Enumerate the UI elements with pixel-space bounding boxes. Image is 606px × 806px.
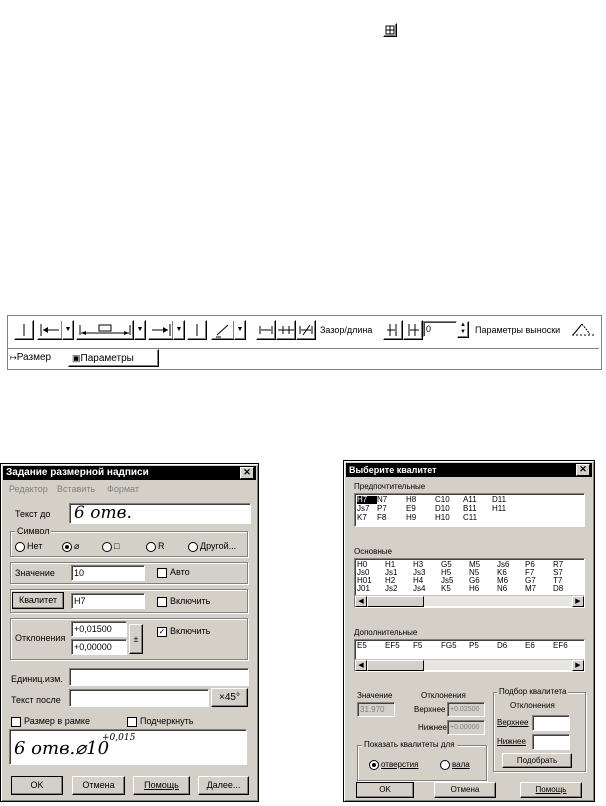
- main-r3-c7[interactable]: D8: [553, 584, 564, 593]
- radio-square[interactable]: [102, 542, 112, 552]
- pref-r0-c0[interactable]: H7: [357, 496, 377, 504]
- pref-r1-c4[interactable]: B11: [463, 504, 477, 513]
- pref-r2-c2[interactable]: H9: [406, 513, 417, 522]
- ext-params-icon[interactable]: [570, 320, 596, 338]
- preview-sup-text: +0,015: [102, 733, 136, 743]
- lower-label: Нижнее: [418, 723, 447, 732]
- help-button[interactable]: Помощь: [133, 776, 190, 795]
- underline-label: Подчеркнуть: [140, 716, 194, 726]
- toolbar-tabs: [8, 348, 599, 368]
- extra-c5[interactable]: D6: [497, 641, 508, 650]
- framed-checkbox[interactable]: [11, 716, 90, 727]
- arrow-left-button[interactable]: [37, 320, 63, 340]
- menu-format[interactable]: Формат: [107, 484, 139, 494]
- cancel-button-2[interactable]: Отмена: [434, 782, 496, 798]
- dim-inside-button[interactable]: [256, 320, 276, 340]
- gap-spinner[interactable]: ▲ ▼: [457, 321, 469, 338]
- main-r1-c4[interactable]: N5: [469, 568, 480, 577]
- main-r2-c1[interactable]: H2: [385, 576, 396, 585]
- include-qualitet-label: Включить: [170, 596, 211, 606]
- pref-r1-c2[interactable]: E9: [406, 504, 416, 513]
- main-r0-c2[interactable]: H3: [413, 560, 424, 569]
- ok-button-2[interactable]: OK: [356, 782, 414, 798]
- qualitet-dialog: [343, 460, 595, 802]
- main-r1-c6[interactable]: F7: [525, 568, 535, 577]
- dialog1-close-icon[interactable]: ✕: [240, 467, 254, 479]
- main-r1-c1[interactable]: Js1: [385, 568, 398, 577]
- main-r0-c5[interactable]: Js6: [497, 560, 510, 569]
- main-r0-c4[interactable]: M5: [469, 560, 481, 569]
- extra-scroll-left-icon[interactable]: ◀: [355, 660, 367, 671]
- main-r3-c3[interactable]: K5: [441, 584, 451, 593]
- qualitet-input[interactable]: H7: [71, 593, 145, 609]
- framed-check[interactable]: [11, 717, 21, 727]
- gap-value-input[interactable]: 0: [423, 321, 457, 337]
- ext-params-label: Параметры выноски: [475, 325, 561, 335]
- tab-size-label: Размер: [16, 352, 52, 363]
- pref-r0-c4[interactable]: A11: [463, 495, 477, 504]
- radio-none[interactable]: [15, 542, 25, 552]
- tab-params-label: Параметры: [80, 353, 134, 364]
- main-r2-c6[interactable]: G7: [525, 576, 536, 585]
- dialog1-title-text: Задание размерной надписи: [6, 467, 149, 478]
- shaft-label: вала: [452, 760, 470, 770]
- menu-insert[interactable]: Вставить: [57, 484, 96, 494]
- tab-size[interactable]: [10, 351, 65, 365]
- main-r1-c0[interactable]: Js0: [357, 568, 370, 577]
- dialog1-title: [3, 466, 256, 480]
- radio-diameter[interactable]: [62, 542, 72, 552]
- gap-left-button[interactable]: [383, 320, 403, 340]
- ok-button[interactable]: OK: [11, 776, 63, 795]
- main-list[interactable]: [354, 558, 585, 608]
- symbol-radius-label: R: [158, 541, 165, 551]
- extra-scroll-right-icon[interactable]: ▶: [572, 660, 584, 671]
- main-r1-c7[interactable]: S7: [553, 568, 563, 577]
- include-deviations-checkbox[interactable]: [157, 626, 210, 637]
- arrow-right-button[interactable]: [148, 320, 174, 340]
- deviations-label-2: Отклонения: [421, 691, 466, 700]
- sel-lower-input[interactable]: [532, 734, 570, 750]
- arrow-left-dropdown[interactable]: ▼: [62, 320, 74, 340]
- value-readout: 31.970: [357, 702, 395, 717]
- leader-button[interactable]: [211, 320, 235, 340]
- pref-r2-c4[interactable]: C11: [463, 513, 478, 522]
- dimension-text-dialog: [0, 463, 259, 802]
- pref-r2-c3[interactable]: H10: [435, 513, 450, 522]
- framed-label: Размер в рамке: [24, 716, 90, 726]
- text-before-label: Текст до: [15, 509, 51, 519]
- x45-button[interactable]: ×45°: [211, 688, 248, 707]
- text-position-button[interactable]: [76, 320, 134, 340]
- dialog2-title: [346, 463, 592, 477]
- main-r3-c0[interactable]: J01: [357, 584, 370, 593]
- tab-params[interactable]: [68, 349, 159, 367]
- value-label: Значение: [15, 568, 55, 578]
- pref-r1-c1[interactable]: P7: [377, 504, 387, 513]
- auto-checkbox[interactable]: [157, 567, 190, 578]
- params-tab-icon: ▣: [72, 353, 81, 363]
- main-scroll-thumb[interactable]: [367, 596, 424, 607]
- dialog2-title-text: Выберите квалитет: [349, 465, 437, 475]
- toolbar-row: [9, 318, 599, 342]
- main-r1-c5[interactable]: K6: [497, 568, 507, 577]
- symbol-radius-radio[interactable]: [146, 541, 165, 552]
- pref-r1-c3[interactable]: D10: [435, 504, 450, 513]
- symbol-none-label: Нет: [27, 541, 43, 551]
- radio-shaft[interactable]: [440, 760, 450, 770]
- main-r2-c3[interactable]: Js5: [441, 576, 454, 585]
- extra-grid: [357, 642, 582, 652]
- pref-r1-c0[interactable]: Js7: [357, 504, 370, 513]
- main-r3-c1[interactable]: Js2: [385, 584, 398, 593]
- main-grid: [357, 561, 582, 595]
- hole-label: отверстия: [381, 760, 419, 770]
- show-group-title: Показать квалитеты для: [364, 740, 455, 749]
- symbol-group-title: Символ: [17, 526, 50, 536]
- selection-dev-label: Отклонения: [510, 701, 555, 710]
- auto-check[interactable]: [157, 568, 167, 578]
- symbol-diameter-label: ⌀: [74, 541, 80, 551]
- main-r2-c5[interactable]: M6: [497, 576, 509, 585]
- include-qualitet-checkbox[interactable]: [157, 596, 210, 607]
- gap-right-button[interactable]: [403, 320, 423, 340]
- main-r3-c2[interactable]: Js4: [413, 584, 426, 593]
- next-button[interactable]: Далее...: [198, 776, 249, 795]
- line-left-button[interactable]: [14, 320, 34, 340]
- cancel-button[interactable]: Отмена: [72, 776, 125, 795]
- value-input[interactable]: 10: [71, 565, 145, 581]
- help-button-2[interactable]: Помощь: [520, 782, 582, 798]
- extra-c6[interactable]: E6: [525, 641, 535, 650]
- grid-icon: [383, 23, 397, 37]
- main-r0-c7[interactable]: R7: [553, 560, 564, 569]
- main-r2-c4[interactable]: G6: [469, 576, 480, 585]
- pref-r2-c1[interactable]: F8: [377, 513, 387, 522]
- text-after-input[interactable]: [69, 689, 209, 707]
- main-r2-c7[interactable]: T7: [553, 576, 563, 585]
- pref-r0-c5[interactable]: D11: [492, 495, 507, 504]
- main-r3-c4[interactable]: H6: [469, 584, 480, 593]
- main-r1-c3[interactable]: H5: [441, 568, 452, 577]
- pref-r0-c1[interactable]: N7: [377, 495, 388, 504]
- size-tab-icon: ↦: [10, 353, 17, 362]
- include-deviations-check[interactable]: ✓: [158, 626, 166, 636]
- pref-r2-c0[interactable]: K7: [357, 513, 367, 522]
- symbol-diameter-radio[interactable]: [62, 541, 79, 552]
- preview-box: [9, 729, 247, 765]
- radio-hole[interactable]: [369, 760, 379, 770]
- preview-main-text: 6 отв.⌀10: [14, 738, 110, 759]
- line-right-button[interactable]: [187, 320, 207, 340]
- extra-c1[interactable]: EF5: [385, 641, 400, 650]
- extra-scroll-thumb[interactable]: [367, 660, 424, 671]
- units-label: Единиц.изм.: [11, 674, 63, 684]
- menu-editor[interactable]: Редактор: [9, 484, 48, 494]
- lower-readout: +0.00000: [447, 720, 485, 735]
- text-before-input[interactable]: 6 отв.: [69, 503, 251, 524]
- qualitet-button[interactable]: Квалитет: [12, 592, 64, 609]
- deviations-label: Отклонения: [15, 633, 66, 643]
- sel-upper-label: Верхнее: [497, 718, 529, 727]
- main-r3-c6[interactable]: M7: [525, 584, 537, 593]
- sel-upper-input[interactable]: [532, 715, 570, 731]
- main-scroll-left-icon[interactable]: ◀: [355, 596, 367, 607]
- upper-readout: +0.02500: [447, 702, 485, 717]
- dev-upper-input[interactable]: +0,01500: [71, 621, 127, 637]
- main-label: Основные: [354, 547, 392, 556]
- shaft-radio[interactable]: [440, 760, 470, 770]
- dev-lower-input[interactable]: +0,00000: [71, 639, 127, 655]
- radio-radius[interactable]: [146, 542, 156, 552]
- symbol-other-radio[interactable]: [188, 541, 236, 552]
- main-scrollbar[interactable]: [355, 595, 584, 606]
- extra-c2[interactable]: F5: [413, 641, 423, 650]
- include-deviations-label: Включить: [170, 626, 211, 636]
- main-r2-c0[interactable]: H01: [357, 576, 372, 585]
- upper-label: Верхнее: [414, 705, 446, 714]
- symbol-square-radio[interactable]: [102, 541, 119, 552]
- plus-minus-button[interactable]: ±: [129, 624, 143, 654]
- pref-r0-c3[interactable]: C10: [435, 495, 450, 504]
- text-position-dropdown[interactable]: ▼: [134, 320, 146, 340]
- dim-outside-button[interactable]: [276, 320, 296, 340]
- symbol-other-label: Другой...: [200, 541, 237, 551]
- extra-c0[interactable]: E5: [357, 641, 367, 650]
- units-input[interactable]: [69, 668, 249, 686]
- preferred-label: Предпочтительные: [354, 482, 426, 491]
- pref-r1-c5[interactable]: H11: [492, 504, 507, 513]
- value-label-2: Значение: [357, 691, 393, 700]
- extra-list[interactable]: [354, 639, 585, 672]
- extra-c3[interactable]: FG5: [441, 641, 457, 650]
- text-after-label: Текст после: [11, 695, 61, 705]
- extra-scrollbar[interactable]: [355, 659, 584, 670]
- main-scroll-right-icon[interactable]: ▶: [572, 596, 584, 607]
- dim-auto-button[interactable]: [296, 320, 316, 340]
- gap-label: Зазор/длина: [320, 325, 373, 335]
- auto-label: Авто: [170, 567, 190, 577]
- include-qualitet-check[interactable]: [157, 597, 167, 607]
- main-r1-c2[interactable]: Js3: [413, 568, 426, 577]
- main-r0-c6[interactable]: P6: [525, 560, 535, 569]
- hole-radio[interactable]: [369, 760, 418, 770]
- main-r3-c5[interactable]: N6: [497, 584, 508, 593]
- underline-check[interactable]: [127, 717, 137, 727]
- select-button[interactable]: Подобрать: [502, 753, 572, 768]
- main-r0-c0[interactable]: H0: [357, 560, 368, 569]
- sel-lower-label: Нижнее: [497, 737, 526, 746]
- preferred-list[interactable]: [354, 493, 585, 527]
- main-r2-c2[interactable]: H4: [413, 576, 424, 585]
- main-r0-c3[interactable]: G5: [441, 560, 452, 569]
- selection-group-title: Подбор квалитета: [499, 687, 567, 696]
- extra-c4[interactable]: P5: [469, 641, 479, 650]
- leader-dropdown[interactable]: ▼: [234, 320, 246, 340]
- symbol-square-label: □: [114, 541, 120, 551]
- symbol-none-radio[interactable]: [15, 541, 42, 552]
- arrow-right-dropdown[interactable]: ▼: [173, 320, 185, 340]
- pref-r0-c2[interactable]: H8: [406, 495, 417, 504]
- main-r0-c1[interactable]: H1: [385, 560, 396, 569]
- underline-checkbox[interactable]: [127, 716, 193, 727]
- preferred-grid: [357, 496, 582, 524]
- extra-c7[interactable]: EF6: [553, 641, 568, 650]
- dialog2-close-icon[interactable]: ✕: [576, 464, 590, 476]
- radio-other[interactable]: [188, 542, 198, 552]
- extra-label: Дополнительные: [354, 628, 418, 637]
